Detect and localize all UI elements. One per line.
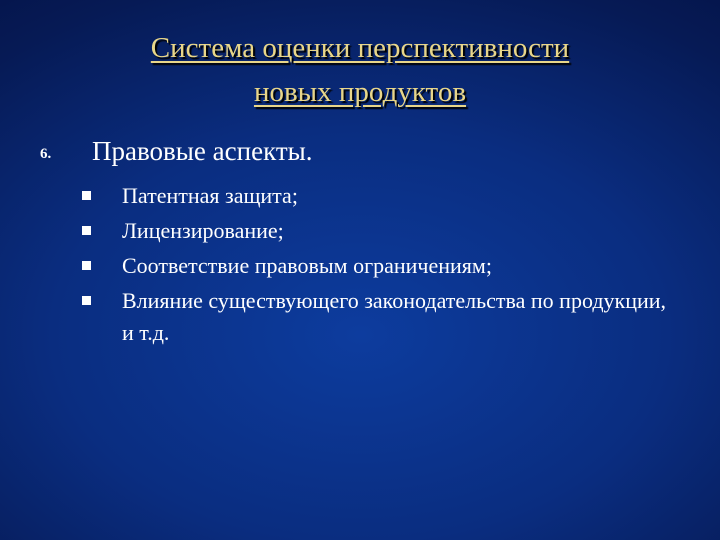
list-item bbox=[82, 250, 682, 282]
slide-title bbox=[40, 26, 680, 114]
square-bullet-icon bbox=[82, 226, 91, 235]
list-item bbox=[82, 215, 682, 247]
list-item-text: Влияние существующего законодательства по продукции, и т.д. bbox=[122, 288, 667, 345]
title-line-2: новых продуктов bbox=[253, 76, 467, 108]
list-item-text: Лицензирование; bbox=[122, 218, 284, 243]
item-number: 6. bbox=[40, 146, 52, 162]
bullet-list bbox=[82, 180, 682, 352]
numbered-item bbox=[40, 136, 680, 172]
list-item bbox=[82, 285, 682, 349]
list-item bbox=[82, 180, 682, 212]
list-item-text: Соответствие правовым ограничениям; bbox=[122, 253, 492, 278]
square-bullet-icon bbox=[82, 296, 91, 305]
title-line-1: Система оценки перспективности bbox=[150, 32, 570, 64]
square-bullet-icon bbox=[82, 261, 91, 270]
list-item-text: Патентная защита; bbox=[122, 183, 298, 208]
square-bullet-icon bbox=[82, 191, 91, 200]
item-heading: Правовые аспекты. bbox=[92, 136, 313, 166]
